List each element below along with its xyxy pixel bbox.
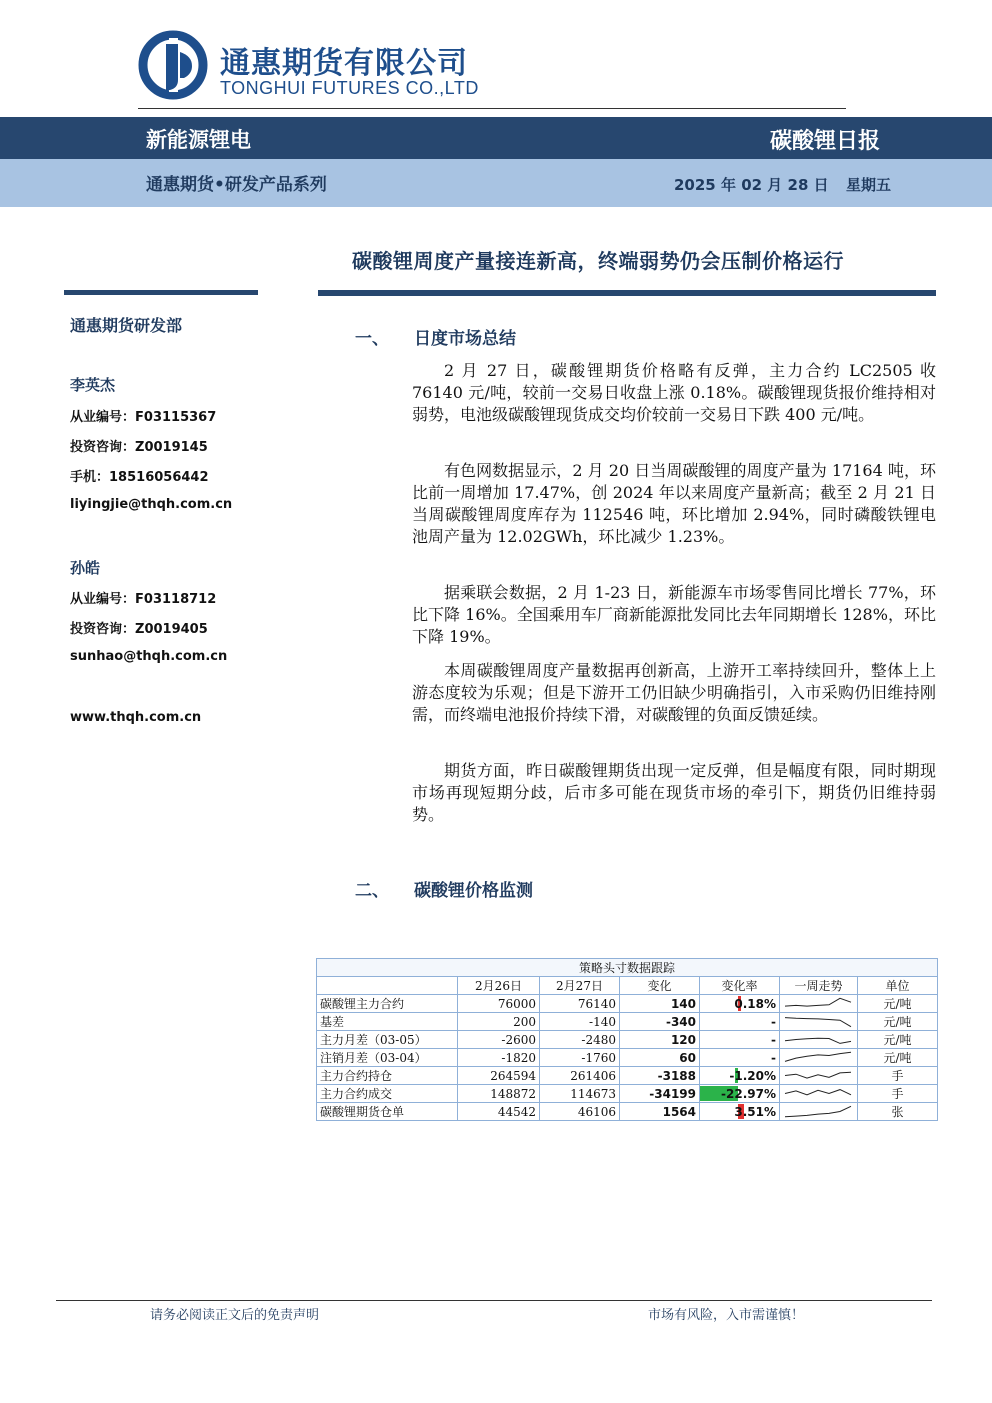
row-name: 碳酸锂期货仓单 [317,1103,458,1121]
analyst-email[interactable]: liyingjie@thqh.com.cn [70,497,233,512]
cell-change-rate [700,1067,780,1085]
website-link[interactable]: www.thqh.com.cn [70,710,202,725]
cell-unit: 元/吨 [858,1049,938,1067]
header-cell: 2月27日 [540,977,620,995]
invest-label: 投资咨询： [70,622,136,637]
analyst-invest [70,618,208,637]
cell-feb26: 76000 [458,995,540,1013]
cell-change-rate [700,1013,780,1031]
cell-feb26: 264594 [458,1067,540,1085]
cell-unit: 元/吨 [858,1031,938,1049]
trend-line [785,1090,851,1095]
cell-feb27: 46106 [540,1103,620,1121]
trend-line [785,1038,851,1043]
cell-weekly-trend [780,1013,858,1031]
company-name-cn: 通惠期货有限公司 [220,46,468,81]
trend-line [785,998,851,1006]
cell-change: -340 [620,1013,700,1031]
cell-change-rate [700,1049,780,1067]
change-rate-value: -22.97% [721,1086,776,1101]
analyst-invest [70,436,208,455]
cell-change: 1564 [620,1103,700,1121]
trend-sparkline [783,1068,853,1083]
analyst-name: 李英杰 [70,376,116,394]
cell-change: 120 [620,1031,700,1049]
invest-value: Z0019405 [135,622,208,637]
disclaimer-note: 请务必阅读正文后的免责声明 [150,1308,320,1323]
company-name-en: TONGHUI FUTURES CO.,LTD [220,78,479,98]
cell-feb26: -2600 [458,1031,540,1049]
row-name: 主力合约持仓 [317,1067,458,1085]
analyst-license [70,406,216,425]
table-row [317,1067,938,1085]
paragraph: 2 月 27 日，碳酸锂期货价格略有反弹，主力合约 LC2505 收 76140 元/吨，较前一交易日收盘上涨 0.18%。碳酸锂现货报价维持相对弱势，电池级碳酸锂现货成交均价较前一交易日下跌 400 元/吨。 [412,361,936,424]
cell-weekly-trend [780,995,858,1013]
table-row [317,995,938,1013]
headline-rule [318,290,936,296]
section-title: 碳酸锂价格监测 [414,881,533,901]
row-name: 主力月差（03-05） [317,1031,458,1049]
cell-feb27: -2480 [540,1031,620,1049]
cell-change-rate [700,995,780,1013]
paragraph: 期货方面，昨日碳酸锂期货出现一定反弹，但是幅度有限，同时期现市场再现短期分歧，后市多可能在现货市场的牵引下，期货仍旧维持弱势。 [412,761,936,824]
cell-change: -34199 [620,1085,700,1103]
row-name: 注销月差（03-04） [317,1049,458,1067]
cell-feb27: 114673 [540,1085,620,1103]
license-label: 从业编号： [70,592,136,607]
table-header-row [317,977,938,995]
footer-rule [56,1300,932,1301]
header-cell: 变化率 [700,977,780,995]
cell-change: 140 [620,995,700,1013]
cell-change-rate [700,1031,780,1049]
header-cell: 2月26日 [458,977,540,995]
header-cell: 一周走势 [780,977,858,995]
phone-label: 手机： [70,470,110,485]
trend-sparkline [783,1086,853,1101]
cell-feb27: -1760 [540,1049,620,1067]
trend-line [785,1106,851,1116]
table-caption: 策略头寸数据跟踪 [317,959,938,977]
cell-feb26: 200 [458,1013,540,1031]
price-monitor-table [316,958,938,1121]
row-name: 主力合约成交 [317,1085,458,1103]
paragraph: 本周碳酸锂周度产量数据再创新高，上游开工率持续回升，整体上上游态度较为乐观；但是下游开工仍旧缺少明确指引，入市采购仍旧维持刚需，而终端电池报价持续下滑，对碳酸锂的负面反馈延续。 [412,661,936,724]
paragraph: 有色网数据显示，2 月 20 日当周碳酸锂的周度产量为 17164 吨，环比前一周增加 17.47%，创 2024 年以来周度产量新高；截至 2 月 21 日当周碳酸锂周度库存为 112546 吨，环比增加 2.94%，同时磷酸铁锂电池周产量为 12.02GWh，环比减少 1.23%。 [412,461,936,546]
cell-unit: 手 [858,1085,938,1103]
company-logo [138,30,208,100]
row-name: 碳酸锂主力合约 [317,995,458,1013]
table-row [317,1049,938,1067]
cell-weekly-trend [780,1085,858,1103]
license-label: 从业编号： [70,410,136,425]
cell-unit: 手 [858,1067,938,1085]
cell-feb27: 76140 [540,995,620,1013]
risk-warning: 市场有风险，入市需谨慎！ [648,1308,805,1323]
header-cell: 单位 [858,977,938,995]
trend-sparkline [783,996,853,1011]
research-dept: 通惠期货研发部 [70,316,183,335]
trend-sparkline [783,1104,853,1119]
analyst-phone [70,466,209,485]
invest-value: Z0019145 [135,440,208,455]
sidebar-rule [64,290,258,295]
report-type-title: 碳酸锂日报 [770,129,881,154]
cell-feb26: -1820 [458,1049,540,1067]
table-row [317,1031,938,1049]
change-rate-value: 0.18% [734,996,776,1011]
section-number: 一、 [355,329,389,349]
trend-sparkline [783,1050,853,1065]
analyst-email[interactable]: sunhao@thqh.com.cn [70,649,228,664]
table-row [317,1013,938,1031]
cell-weekly-trend [780,1067,858,1085]
row-name: 基差 [317,1013,458,1031]
cell-weekly-trend [780,1103,858,1121]
report-headline: 碳酸锂周度产量接连新高，终端弱势仍会压制价格运行 [352,249,844,273]
cell-change: -3188 [620,1067,700,1085]
trend-sparkline [783,1014,853,1029]
cell-feb26: 148872 [458,1085,540,1103]
license-value: F03115367 [135,410,217,425]
header-cell [317,977,458,995]
cell-feb27: -140 [540,1013,620,1031]
cell-feb27: 261406 [540,1067,620,1085]
change-rate-value: - [771,1014,776,1029]
trend-sparkline [783,1032,853,1047]
cell-unit: 元/吨 [858,995,938,1013]
trend-line [785,1018,851,1027]
change-rate-value: - [771,1032,776,1047]
cell-change: 60 [620,1049,700,1067]
header-divider [138,108,846,109]
change-rate-value: - [771,1050,776,1065]
invest-label: 投资咨询： [70,440,136,455]
license-value: F03118712 [135,592,217,607]
analyst-name: 孙皓 [70,559,101,577]
header-cell: 变化 [620,977,700,995]
table-row [317,1085,938,1103]
cell-unit: 元/吨 [858,1013,938,1031]
cell-unit: 张 [858,1103,938,1121]
table-row [317,1103,938,1121]
report-weekday: 星期五 [846,176,892,194]
trend-line [785,1052,851,1061]
cell-feb26: 44542 [458,1103,540,1121]
trend-line [785,1072,851,1078]
report-date: 2025 年 02 月 28 日 [674,176,829,194]
cell-weekly-trend [780,1031,858,1049]
change-rate-value: 3.51% [734,1104,776,1119]
section-number: 二、 [355,881,389,901]
phone-value: 18516056442 [109,470,209,485]
cell-change-rate [700,1103,780,1121]
paragraph: 据乘联会数据，2 月 1-23 日，新能源车市场零售同比增长 77%，环比下降 16%。全国乘用车厂商新能源批发同比去年同期增长 128%，环比下降 19%。 [412,583,936,646]
cell-weekly-trend [780,1049,858,1067]
cell-change-rate [700,1085,780,1103]
change-rate-value: -1.20% [729,1068,776,1083]
sector-title: 新能源锂电 [146,128,251,152]
section-title: 日度市场总结 [414,329,516,349]
analyst-license [70,588,216,607]
series-label: 通惠期货•研发产品系列 [146,175,327,195]
